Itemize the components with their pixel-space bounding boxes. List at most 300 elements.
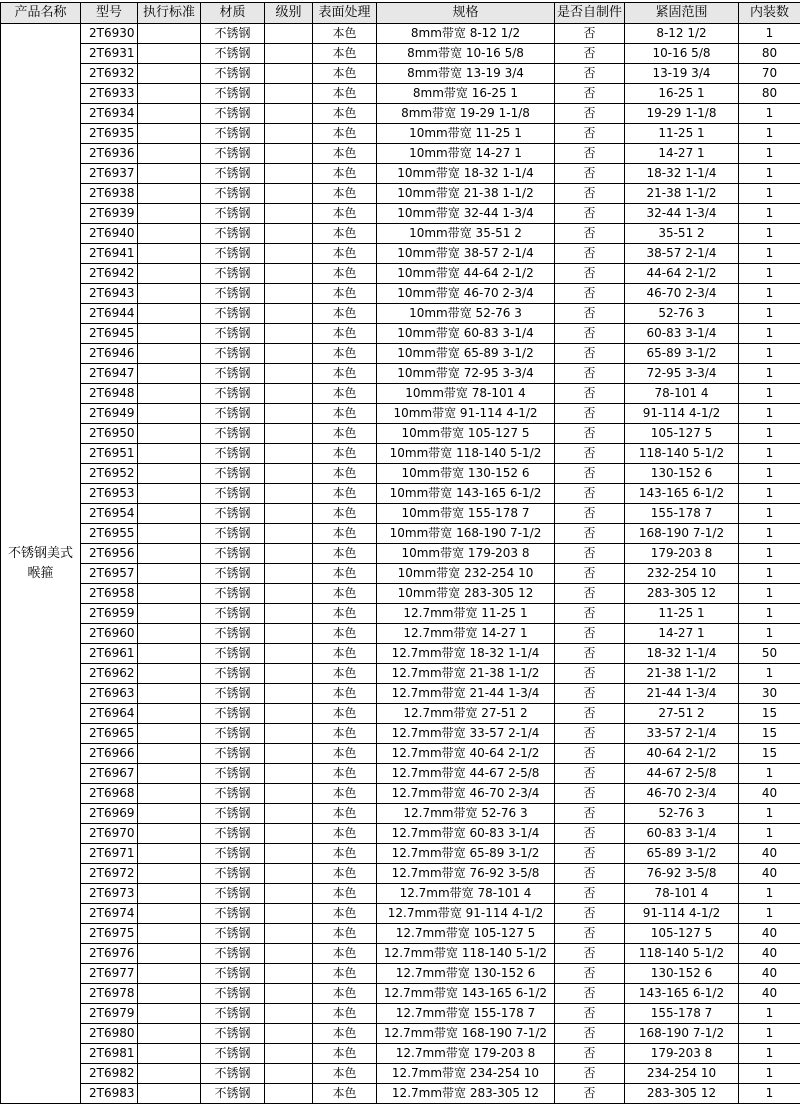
quantity-cell: 1 [739,824,800,844]
material-cell: 不锈钢 [201,764,265,784]
spec-cell: 8mm带宽 13-19 3/4 [377,64,555,84]
grade-cell [265,104,313,124]
range-cell: 60-83 3-1/4 [625,824,739,844]
table-row [1,404,800,424]
quantity-cell: 1 [739,404,800,424]
model-cell: 2T6967 [81,764,138,784]
quantity-cell: 1 [739,284,800,304]
model-cell: 2T6956 [81,544,138,564]
standard-cell [138,564,201,584]
spec-cell: 10mm带宽 283-305 12 [377,584,555,604]
surface-cell: 本色 [313,824,377,844]
quantity-cell: 1 [739,384,800,404]
range-cell: 11-25 1 [625,124,739,144]
spec-cell: 10mm带宽 78-101 4 [377,384,555,404]
standard-cell [138,384,201,404]
range-cell: 32-44 1-3/4 [625,204,739,224]
quantity-cell: 1 [739,1084,800,1104]
self-made-cell: 否 [555,704,625,724]
table-row [1,324,800,344]
standard-cell [138,524,201,544]
model-cell: 2T6935 [81,124,138,144]
self-made-cell: 否 [555,224,625,244]
standard-cell [138,904,201,924]
grade-cell [265,444,313,464]
quantity-cell: 70 [739,64,800,84]
self-made-cell: 否 [555,1064,625,1084]
grade-cell [265,1004,313,1024]
material-cell: 不锈钢 [201,784,265,804]
grade-cell [265,224,313,244]
spec-cell: 12.7mm带宽 155-178 7 [377,1004,555,1024]
range-cell: 78-101 4 [625,884,739,904]
quantity-cell: 30 [739,684,800,704]
surface-cell: 本色 [313,804,377,824]
surface-cell: 本色 [313,1064,377,1084]
material-cell: 不锈钢 [201,444,265,464]
standard-cell [138,404,201,424]
header-range: 紧固范围 [625,3,739,24]
material-cell: 不锈钢 [201,824,265,844]
self-made-cell: 否 [555,144,625,164]
self-made-cell: 否 [555,744,625,764]
material-cell: 不锈钢 [201,464,265,484]
standard-cell [138,364,201,384]
standard-cell [138,244,201,264]
material-cell: 不锈钢 [201,984,265,1004]
surface-cell: 本色 [313,604,377,624]
material-cell: 不锈钢 [201,304,265,324]
surface-cell: 本色 [313,784,377,804]
standard-cell [138,464,201,484]
header-surface: 表面处理 [313,3,377,24]
table-row [1,264,800,284]
table-row [1,24,800,44]
range-cell: 35-51 2 [625,224,739,244]
range-cell: 10-16 5/8 [625,44,739,64]
header-standard: 执行标准 [138,3,201,24]
range-cell: 11-25 1 [625,604,739,624]
grade-cell [265,924,313,944]
model-cell: 2T6940 [81,224,138,244]
surface-cell: 本色 [313,724,377,744]
table-row [1,444,800,464]
quantity-cell: 40 [739,924,800,944]
quantity-cell: 1 [739,244,800,264]
grade-cell [265,884,313,904]
surface-cell: 本色 [313,344,377,364]
product-spec-table [0,2,800,1104]
quantity-cell: 1 [739,104,800,124]
quantity-cell: 1 [739,884,800,904]
self-made-cell: 否 [555,924,625,944]
spec-cell: 12.7mm带宽 44-67 2-5/8 [377,764,555,784]
spec-cell: 12.7mm带宽 14-27 1 [377,624,555,644]
spec-cell: 12.7mm带宽 11-25 1 [377,604,555,624]
surface-cell: 本色 [313,164,377,184]
self-made-cell: 否 [555,604,625,624]
surface-cell: 本色 [313,404,377,424]
surface-cell: 本色 [313,704,377,724]
model-cell: 2T6968 [81,784,138,804]
grade-cell [265,624,313,644]
range-cell: 14-27 1 [625,624,739,644]
quantity-cell: 40 [739,844,800,864]
spec-cell: 12.7mm带宽 33-57 2-1/4 [377,724,555,744]
table-row [1,724,800,744]
quantity-cell: 1 [739,444,800,464]
grade-cell [265,1084,313,1104]
quantity-cell: 1 [739,364,800,384]
spec-cell: 12.7mm带宽 40-64 2-1/2 [377,744,555,764]
self-made-cell: 否 [555,1084,625,1104]
surface-cell: 本色 [313,104,377,124]
grade-cell [265,164,313,184]
grade-cell [265,604,313,624]
spec-cell: 12.7mm带宽 76-92 3-5/8 [377,864,555,884]
self-made-cell: 否 [555,444,625,464]
self-made-cell: 否 [555,944,625,964]
quantity-cell: 1 [739,804,800,824]
spec-cell: 10mm带宽 44-64 2-1/2 [377,264,555,284]
range-cell: 16-25 1 [625,84,739,104]
model-cell: 2T6942 [81,264,138,284]
grade-cell [265,984,313,1004]
self-made-cell: 否 [555,404,625,424]
quantity-cell: 1 [739,564,800,584]
standard-cell [138,644,201,664]
grade-cell [265,204,313,224]
material-cell: 不锈钢 [201,564,265,584]
range-cell: 168-190 7-1/2 [625,1024,739,1044]
model-cell: 2T6971 [81,844,138,864]
spec-cell: 10mm带宽 11-25 1 [377,124,555,144]
model-cell: 2T6981 [81,1044,138,1064]
range-cell: 130-152 6 [625,964,739,984]
quantity-cell: 1 [739,584,800,604]
model-cell: 2T6965 [81,724,138,744]
table-body [1,24,800,1104]
model-cell: 2T6979 [81,1004,138,1024]
table-row [1,1064,800,1084]
grade-cell [265,404,313,424]
table-row [1,104,800,124]
self-made-cell: 否 [555,984,625,1004]
model-cell: 2T6959 [81,604,138,624]
surface-cell: 本色 [313,844,377,864]
material-cell: 不锈钢 [201,484,265,504]
spec-cell: 10mm带宽 32-44 1-3/4 [377,204,555,224]
range-cell: 168-190 7-1/2 [625,524,739,544]
model-cell: 2T6943 [81,284,138,304]
standard-cell [138,984,201,1004]
spec-cell: 8mm带宽 8-12 1/2 [377,24,555,44]
surface-cell: 本色 [313,1044,377,1064]
model-cell: 2T6961 [81,644,138,664]
self-made-cell: 否 [555,44,625,64]
table-row [1,924,800,944]
material-cell: 不锈钢 [201,1064,265,1084]
self-made-cell: 否 [555,344,625,364]
grade-cell [265,464,313,484]
surface-cell: 本色 [313,264,377,284]
model-cell: 2T6945 [81,324,138,344]
self-made-cell: 否 [555,844,625,864]
model-cell: 2T6973 [81,884,138,904]
model-cell: 2T6957 [81,564,138,584]
quantity-cell: 1 [739,184,800,204]
self-made-cell: 否 [555,364,625,384]
model-cell: 2T6966 [81,744,138,764]
self-made-cell: 否 [555,264,625,284]
model-cell: 2T6964 [81,704,138,724]
table-row [1,44,800,64]
self-made-cell: 否 [555,64,625,84]
grade-cell [265,804,313,824]
material-cell: 不锈钢 [201,684,265,704]
range-cell: 18-32 1-1/4 [625,164,739,184]
range-cell: 143-165 6-1/2 [625,984,739,1004]
standard-cell [138,584,201,604]
standard-cell [138,864,201,884]
table-row [1,464,800,484]
self-made-cell: 否 [555,84,625,104]
range-cell: 44-67 2-5/8 [625,764,739,784]
spec-cell: 10mm带宽 105-127 5 [377,424,555,444]
quantity-cell: 1 [739,664,800,684]
range-cell: 46-70 2-3/4 [625,284,739,304]
standard-cell [138,64,201,84]
model-cell: 2T6938 [81,184,138,204]
material-cell: 不锈钢 [201,844,265,864]
grade-cell [265,544,313,564]
standard-cell [138,424,201,444]
table-row [1,204,800,224]
surface-cell: 本色 [313,244,377,264]
spec-cell: 12.7mm带宽 21-44 1-3/4 [377,684,555,704]
self-made-cell: 否 [555,464,625,484]
material-cell: 不锈钢 [201,924,265,944]
surface-cell: 本色 [313,124,377,144]
model-cell: 2T6980 [81,1024,138,1044]
table-row [1,124,800,144]
grade-cell [265,1024,313,1044]
spec-cell: 8mm带宽 10-16 5/8 [377,44,555,64]
standard-cell [138,204,201,224]
surface-cell: 本色 [313,424,377,444]
spec-cell: 12.7mm带宽 143-165 6-1/2 [377,984,555,1004]
surface-cell: 本色 [313,324,377,344]
spec-cell: 10mm带宽 179-203 8 [377,544,555,564]
self-made-cell: 否 [555,724,625,744]
range-cell: 130-152 6 [625,464,739,484]
standard-cell [138,944,201,964]
model-cell: 2T6939 [81,204,138,224]
grade-cell [265,584,313,604]
quantity-cell: 40 [739,864,800,884]
standard-cell [138,164,201,184]
surface-cell: 本色 [313,764,377,784]
grade-cell [265,144,313,164]
table-row [1,704,800,724]
grade-cell [265,64,313,84]
table-row [1,744,800,764]
spec-cell: 12.7mm带宽 78-101 4 [377,884,555,904]
quantity-cell: 15 [739,704,800,724]
table-row [1,164,800,184]
grade-cell [265,1064,313,1084]
header-self-made: 是否自制件 [555,3,625,24]
surface-cell: 本色 [313,44,377,64]
quantity-cell: 40 [739,784,800,804]
grade-cell [265,784,313,804]
table-row [1,824,800,844]
grade-cell [265,824,313,844]
table-row [1,244,800,264]
quantity-cell: 1 [739,904,800,924]
standard-cell [138,124,201,144]
standard-cell [138,284,201,304]
range-cell: 19-29 1-1/8 [625,104,739,124]
material-cell: 不锈钢 [201,1084,265,1104]
quantity-cell: 1 [739,464,800,484]
range-cell: 76-92 3-5/8 [625,864,739,884]
range-cell: 105-127 5 [625,924,739,944]
range-cell: 60-83 3-1/4 [625,324,739,344]
range-cell: 283-305 12 [625,1084,739,1104]
model-cell: 2T6953 [81,484,138,504]
standard-cell [138,884,201,904]
grade-cell [265,424,313,444]
table-row [1,664,800,684]
grade-cell [265,384,313,404]
range-cell: 91-114 4-1/2 [625,904,739,924]
table-row [1,604,800,624]
self-made-cell: 否 [555,784,625,804]
surface-cell: 本色 [313,504,377,524]
standard-cell [138,724,201,744]
grade-cell [265,744,313,764]
quantity-cell: 80 [739,84,800,104]
spec-cell: 10mm带宽 168-190 7-1/2 [377,524,555,544]
model-cell: 2T6976 [81,944,138,964]
self-made-cell: 否 [555,244,625,264]
spec-cell: 12.7mm带宽 65-89 3-1/2 [377,844,555,864]
grade-cell [265,324,313,344]
grade-cell [265,264,313,284]
spec-cell: 10mm带宽 118-140 5-1/2 [377,444,555,464]
material-cell: 不锈钢 [201,424,265,444]
standard-cell [138,924,201,944]
surface-cell: 本色 [313,684,377,704]
model-cell: 2T6936 [81,144,138,164]
self-made-cell: 否 [555,544,625,564]
quantity-cell: 1 [739,1044,800,1064]
self-made-cell: 否 [555,24,625,44]
grade-cell [265,244,313,264]
standard-cell [138,304,201,324]
header-spec: 规格 [377,3,555,24]
material-cell: 不锈钢 [201,524,265,544]
table-row [1,624,800,644]
table-row [1,904,800,924]
table-row [1,564,800,584]
standard-cell [138,544,201,564]
material-cell: 不锈钢 [201,664,265,684]
quantity-cell: 1 [739,24,800,44]
quantity-cell: 1 [739,304,800,324]
grade-cell [265,564,313,584]
spec-cell: 12.7mm带宽 52-76 3 [377,804,555,824]
range-cell: 8-12 1/2 [625,24,739,44]
table-row [1,1024,800,1044]
table-row [1,984,800,1004]
material-cell: 不锈钢 [201,324,265,344]
standard-cell [138,1004,201,1024]
product-name-cell: 不锈钢美式喉箍 [1,24,81,1104]
self-made-cell: 否 [555,884,625,904]
header-material: 材质 [201,3,265,24]
range-cell: 65-89 3-1/2 [625,344,739,364]
standard-cell [138,104,201,124]
standard-cell [138,964,201,984]
grade-cell [265,364,313,384]
model-cell: 2T6948 [81,384,138,404]
header-grade: 级别 [265,3,313,24]
material-cell: 不锈钢 [201,244,265,264]
spec-cell: 12.7mm带宽 105-127 5 [377,924,555,944]
material-cell: 不锈钢 [201,584,265,604]
table-row [1,484,800,504]
standard-cell [138,1024,201,1044]
self-made-cell: 否 [555,1004,625,1024]
material-cell: 不锈钢 [201,144,265,164]
material-cell: 不锈钢 [201,904,265,924]
quantity-cell: 1 [739,624,800,644]
table-row [1,544,800,564]
table-row [1,84,800,104]
standard-cell [138,1064,201,1084]
standard-cell [138,1044,201,1064]
standard-cell [138,784,201,804]
self-made-cell: 否 [555,684,625,704]
material-cell: 不锈钢 [201,104,265,124]
material-cell: 不锈钢 [201,964,265,984]
range-cell: 91-114 4-1/2 [625,404,739,424]
standard-cell [138,664,201,684]
material-cell: 不锈钢 [201,504,265,524]
model-cell: 2T6933 [81,84,138,104]
range-cell: 232-254 10 [625,564,739,584]
surface-cell: 本色 [313,64,377,84]
standard-cell [138,624,201,644]
standard-cell [138,844,201,864]
surface-cell: 本色 [313,184,377,204]
range-cell: 118-140 5-1/2 [625,444,739,464]
surface-cell: 本色 [313,1004,377,1024]
table-row [1,364,800,384]
standard-cell [138,224,201,244]
material-cell: 不锈钢 [201,204,265,224]
spec-cell: 8mm带宽 19-29 1-1/8 [377,104,555,124]
quantity-cell: 1 [739,264,800,284]
material-cell: 不锈钢 [201,804,265,824]
surface-cell: 本色 [313,204,377,224]
spec-cell: 12.7mm带宽 18-32 1-1/4 [377,644,555,664]
range-cell: 27-51 2 [625,704,739,724]
spec-cell: 10mm带宽 232-254 10 [377,564,555,584]
material-cell: 不锈钢 [201,544,265,564]
